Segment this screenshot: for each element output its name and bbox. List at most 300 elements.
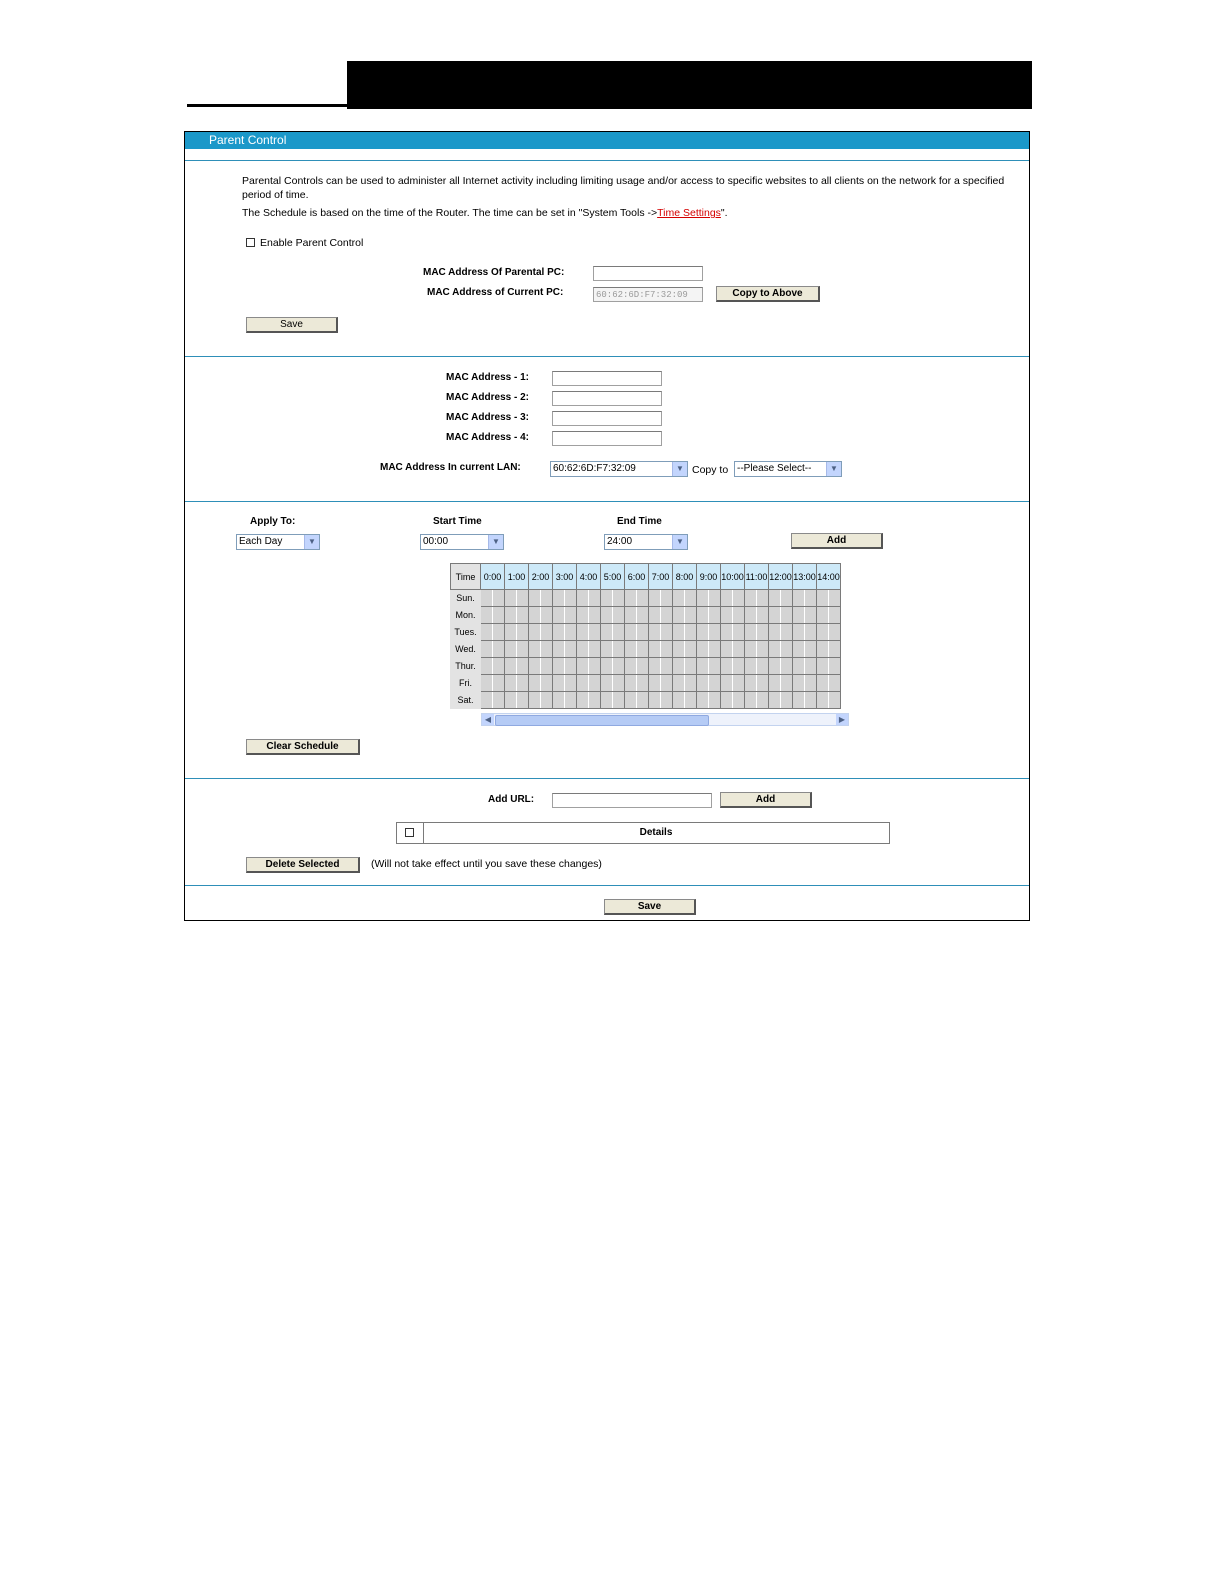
schedule-half-hour-slot[interactable]: [565, 675, 576, 691]
schedule-half-hour-slot[interactable]: [577, 658, 589, 674]
schedule-hour-cell[interactable]: [673, 590, 697, 607]
schedule-hour-cell[interactable]: [769, 624, 793, 641]
schedule-hour-cell[interactable]: [793, 641, 817, 658]
schedule-half-hour-slot[interactable]: [709, 641, 720, 657]
schedule-hour-cell[interactable]: [745, 692, 769, 709]
schedule-half-hour-slot[interactable]: [757, 675, 768, 691]
schedule-half-hour-slot[interactable]: [529, 641, 541, 657]
schedule-half-hour-slot[interactable]: [697, 641, 709, 657]
schedule-half-hour-slot[interactable]: [733, 641, 744, 657]
schedule-hour-cell[interactable]: [601, 624, 625, 641]
schedule-hour-cell[interactable]: [697, 692, 721, 709]
schedule-half-hour-slot[interactable]: [553, 607, 565, 623]
schedule-hour-cell[interactable]: [481, 624, 505, 641]
schedule-half-hour-slot[interactable]: [553, 692, 565, 708]
schedule-half-hour-slot[interactable]: [817, 641, 829, 657]
schedule-hour-cell[interactable]: [793, 624, 817, 641]
schedule-hour-cell[interactable]: [673, 675, 697, 692]
schedule-hour-cell[interactable]: [625, 607, 649, 624]
schedule-half-hour-slot[interactable]: [553, 624, 565, 640]
schedule-half-hour-slot[interactable]: [817, 692, 829, 708]
select-all-checkbox[interactable]: [405, 828, 414, 837]
schedule-half-hour-slot[interactable]: [493, 590, 504, 606]
schedule-hour-cell[interactable]: [529, 658, 553, 675]
schedule-half-hour-slot[interactable]: [685, 590, 696, 606]
schedule-half-hour-slot[interactable]: [661, 641, 672, 657]
schedule-half-hour-slot[interactable]: [649, 675, 661, 691]
schedule-half-hour-slot[interactable]: [829, 658, 840, 674]
schedule-half-hour-slot[interactable]: [685, 675, 696, 691]
schedule-half-hour-slot[interactable]: [745, 641, 757, 657]
schedule-half-hour-slot[interactable]: [661, 675, 672, 691]
schedule-half-hour-slot[interactable]: [613, 624, 624, 640]
schedule-half-hour-slot[interactable]: [481, 675, 493, 691]
schedule-half-hour-slot[interactable]: [769, 641, 781, 657]
schedule-half-hour-slot[interactable]: [709, 607, 720, 623]
schedule-hour-cell[interactable]: [649, 590, 673, 607]
schedule-half-hour-slot[interactable]: [481, 624, 493, 640]
schedule-half-hour-slot[interactable]: [685, 607, 696, 623]
schedule-half-hour-slot[interactable]: [589, 658, 600, 674]
schedule-half-hour-slot[interactable]: [625, 607, 637, 623]
schedule-hour-cell[interactable]: [625, 658, 649, 675]
schedule-half-hour-slot[interactable]: [781, 692, 792, 708]
schedule-half-hour-slot[interactable]: [649, 607, 661, 623]
schedule-hour-cell[interactable]: [817, 607, 841, 624]
schedule-half-hour-slot[interactable]: [745, 675, 757, 691]
schedule-half-hour-slot[interactable]: [781, 658, 792, 674]
schedule-hour-cell[interactable]: [577, 658, 601, 675]
schedule-hour-cell[interactable]: [505, 675, 529, 692]
schedule-half-hour-slot[interactable]: [673, 624, 685, 640]
schedule-half-hour-slot[interactable]: [805, 658, 816, 674]
schedule-half-hour-slot[interactable]: [697, 590, 709, 606]
add-url-input[interactable]: [552, 793, 712, 808]
schedule-half-hour-slot[interactable]: [673, 675, 685, 691]
schedule-hour-cell[interactable]: [649, 675, 673, 692]
save-button-bottom[interactable]: Save: [604, 899, 696, 915]
schedule-half-hour-slot[interactable]: [577, 641, 589, 657]
schedule-half-hour-slot[interactable]: [649, 641, 661, 657]
schedule-hour-cell[interactable]: [601, 590, 625, 607]
schedule-half-hour-slot[interactable]: [733, 590, 744, 606]
schedule-half-hour-slot[interactable]: [505, 624, 517, 640]
schedule-hour-cell[interactable]: [529, 692, 553, 709]
schedule-half-hour-slot[interactable]: [517, 624, 528, 640]
schedule-half-hour-slot[interactable]: [577, 607, 589, 623]
schedule-hour-cell[interactable]: [529, 624, 553, 641]
schedule-half-hour-slot[interactable]: [601, 675, 613, 691]
schedule-hour-cell[interactable]: [505, 641, 529, 658]
schedule-half-hour-slot[interactable]: [553, 641, 565, 657]
schedule-hour-cell[interactable]: [673, 641, 697, 658]
schedule-half-hour-slot[interactable]: [505, 658, 517, 674]
schedule-half-hour-slot[interactable]: [793, 590, 805, 606]
schedule-half-hour-slot[interactable]: [805, 624, 816, 640]
schedule-half-hour-slot[interactable]: [709, 624, 720, 640]
schedule-half-hour-slot[interactable]: [637, 658, 648, 674]
mac-address-3-input[interactable]: [552, 411, 662, 426]
schedule-half-hour-slot[interactable]: [637, 675, 648, 691]
schedule-half-hour-slot[interactable]: [673, 607, 685, 623]
schedule-hour-cell[interactable]: [673, 658, 697, 675]
schedule-half-hour-slot[interactable]: [589, 641, 600, 657]
schedule-half-hour-slot[interactable]: [637, 590, 648, 606]
schedule-half-hour-slot[interactable]: [553, 590, 565, 606]
schedule-hour-cell[interactable]: [697, 607, 721, 624]
schedule-half-hour-slot[interactable]: [493, 658, 504, 674]
schedule-half-hour-slot[interactable]: [733, 607, 744, 623]
schedule-hour-cell[interactable]: [649, 692, 673, 709]
delete-selected-button[interactable]: Delete Selected: [246, 857, 360, 873]
schedule-hour-cell[interactable]: [577, 607, 601, 624]
schedule-half-hour-slot[interactable]: [481, 607, 493, 623]
schedule-half-hour-slot[interactable]: [661, 658, 672, 674]
schedule-half-hour-slot[interactable]: [553, 658, 565, 674]
schedule-half-hour-slot[interactable]: [637, 641, 648, 657]
add-url-button[interactable]: Add: [720, 792, 812, 808]
schedule-half-hour-slot[interactable]: [673, 692, 685, 708]
schedule-half-hour-slot[interactable]: [601, 624, 613, 640]
schedule-hour-cell[interactable]: [649, 624, 673, 641]
schedule-hour-cell[interactable]: [721, 590, 745, 607]
enable-parent-control-checkbox[interactable]: [246, 238, 255, 247]
schedule-hour-cell[interactable]: [481, 607, 505, 624]
schedule-hour-cell[interactable]: [481, 641, 505, 658]
schedule-half-hour-slot[interactable]: [637, 624, 648, 640]
schedule-hour-cell[interactable]: [601, 607, 625, 624]
schedule-half-hour-slot[interactable]: [769, 590, 781, 606]
schedule-half-hour-slot[interactable]: [577, 590, 589, 606]
schedule-half-hour-slot[interactable]: [685, 658, 696, 674]
end-time-select[interactable]: [604, 534, 688, 550]
schedule-hour-cell[interactable]: [601, 641, 625, 658]
schedule-half-hour-slot[interactable]: [577, 692, 589, 708]
schedule-hour-cell[interactable]: [793, 590, 817, 607]
schedule-half-hour-slot[interactable]: [613, 641, 624, 657]
schedule-half-hour-slot[interactable]: [769, 658, 781, 674]
schedule-half-hour-slot[interactable]: [697, 607, 709, 623]
schedule-half-hour-slot[interactable]: [565, 692, 576, 708]
schedule-hour-cell[interactable]: [529, 641, 553, 658]
schedule-hour-cell[interactable]: [673, 692, 697, 709]
schedule-half-hour-slot[interactable]: [601, 641, 613, 657]
schedule-half-hour-slot[interactable]: [829, 590, 840, 606]
schedule-hour-cell[interactable]: [721, 692, 745, 709]
schedule-hour-cell[interactable]: [721, 641, 745, 658]
schedule-half-hour-slot[interactable]: [505, 641, 517, 657]
schedule-half-hour-slot[interactable]: [565, 624, 576, 640]
schedule-hour-cell[interactable]: [745, 624, 769, 641]
schedule-hour-cell[interactable]: [505, 692, 529, 709]
schedule-half-hour-slot[interactable]: [817, 624, 829, 640]
schedule-half-hour-slot[interactable]: [769, 692, 781, 708]
schedule-half-hour-slot[interactable]: [757, 624, 768, 640]
schedule-hour-cell[interactable]: [769, 692, 793, 709]
schedule-hour-cell[interactable]: [745, 590, 769, 607]
apply-to-select[interactable]: [236, 534, 320, 550]
schedule-half-hour-slot[interactable]: [829, 624, 840, 640]
mac-address-2-input[interactable]: [552, 391, 662, 406]
schedule-half-hour-slot[interactable]: [565, 590, 576, 606]
schedule-hour-cell[interactable]: [817, 658, 841, 675]
schedule-half-hour-slot[interactable]: [613, 658, 624, 674]
schedule-hour-cell[interactable]: [481, 590, 505, 607]
schedule-half-hour-slot[interactable]: [805, 590, 816, 606]
schedule-half-hour-slot[interactable]: [613, 692, 624, 708]
schedule-half-hour-slot[interactable]: [721, 658, 733, 674]
schedule-half-hour-slot[interactable]: [745, 658, 757, 674]
schedule-hour-cell[interactable]: [817, 641, 841, 658]
schedule-hour-cell[interactable]: [673, 607, 697, 624]
schedule-half-hour-slot[interactable]: [649, 590, 661, 606]
schedule-hour-cell[interactable]: [505, 658, 529, 675]
schedule-half-hour-slot[interactable]: [733, 675, 744, 691]
schedule-half-hour-slot[interactable]: [493, 675, 504, 691]
schedule-half-hour-slot[interactable]: [505, 590, 517, 606]
schedule-half-hour-slot[interactable]: [757, 641, 768, 657]
schedule-hour-cell[interactable]: [697, 658, 721, 675]
save-button-top[interactable]: Save: [246, 317, 338, 333]
schedule-hour-cell[interactable]: [817, 675, 841, 692]
schedule-half-hour-slot[interactable]: [793, 658, 805, 674]
schedule-half-hour-slot[interactable]: [757, 590, 768, 606]
schedule-half-hour-slot[interactable]: [793, 692, 805, 708]
schedule-half-hour-slot[interactable]: [529, 624, 541, 640]
schedule-half-hour-slot[interactable]: [493, 641, 504, 657]
schedule-half-hour-slot[interactable]: [601, 692, 613, 708]
schedule-half-hour-slot[interactable]: [721, 675, 733, 691]
schedule-half-hour-slot[interactable]: [709, 658, 720, 674]
schedule-hour-cell[interactable]: [553, 607, 577, 624]
schedule-half-hour-slot[interactable]: [529, 675, 541, 691]
schedule-half-hour-slot[interactable]: [757, 607, 768, 623]
schedule-hour-cell[interactable]: [529, 675, 553, 692]
schedule-half-hour-slot[interactable]: [529, 692, 541, 708]
schedule-half-hour-slot[interactable]: [625, 590, 637, 606]
schedule-half-hour-slot[interactable]: [493, 692, 504, 708]
schedule-half-hour-slot[interactable]: [805, 607, 816, 623]
schedule-half-hour-slot[interactable]: [745, 590, 757, 606]
schedule-hour-cell[interactable]: [721, 607, 745, 624]
schedule-half-hour-slot[interactable]: [601, 658, 613, 674]
schedule-half-hour-slot[interactable]: [601, 590, 613, 606]
schedule-hour-cell[interactable]: [793, 607, 817, 624]
schedule-half-hour-slot[interactable]: [613, 675, 624, 691]
schedule-hour-cell[interactable]: [625, 675, 649, 692]
schedule-half-hour-slot[interactable]: [505, 692, 517, 708]
schedule-half-hour-slot[interactable]: [817, 675, 829, 691]
schedule-hour-cell[interactable]: [649, 641, 673, 658]
schedule-hour-cell[interactable]: [769, 607, 793, 624]
schedule-hour-cell[interactable]: [697, 641, 721, 658]
schedule-half-hour-slot[interactable]: [505, 675, 517, 691]
schedule-hour-cell[interactable]: [721, 658, 745, 675]
schedule-half-hour-slot[interactable]: [817, 658, 829, 674]
scroll-left-icon[interactable]: ◀: [482, 714, 494, 725]
schedule-hour-cell[interactable]: [769, 658, 793, 675]
schedule-hour-cell[interactable]: [553, 658, 577, 675]
schedule-half-hour-slot[interactable]: [793, 624, 805, 640]
schedule-hour-cell[interactable]: [793, 692, 817, 709]
schedule-hour-cell[interactable]: [481, 658, 505, 675]
schedule-half-hour-slot[interactable]: [769, 675, 781, 691]
schedule-half-hour-slot[interactable]: [613, 607, 624, 623]
schedule-half-hour-slot[interactable]: [745, 624, 757, 640]
schedule-half-hour-slot[interactable]: [709, 692, 720, 708]
schedule-hour-cell[interactable]: [721, 675, 745, 692]
schedule-half-hour-slot[interactable]: [649, 624, 661, 640]
schedule-hour-cell[interactable]: [553, 675, 577, 692]
schedule-half-hour-slot[interactable]: [781, 641, 792, 657]
schedule-half-hour-slot[interactable]: [517, 590, 528, 606]
schedule-half-hour-slot[interactable]: [745, 692, 757, 708]
schedule-half-hour-slot[interactable]: [721, 590, 733, 606]
schedule-hour-cell[interactable]: [649, 658, 673, 675]
schedule-hour-cell[interactable]: [553, 590, 577, 607]
schedule-hour-cell[interactable]: [817, 624, 841, 641]
start-time-select[interactable]: [420, 534, 504, 550]
schedule-half-hour-slot[interactable]: [529, 658, 541, 674]
schedule-half-hour-slot[interactable]: [541, 607, 552, 623]
schedule-half-hour-slot[interactable]: [577, 675, 589, 691]
schedule-hour-cell[interactable]: [769, 641, 793, 658]
current-pc-mac-input[interactable]: [593, 287, 703, 302]
schedule-hour-cell[interactable]: [793, 675, 817, 692]
schedule-hour-cell[interactable]: [529, 607, 553, 624]
schedule-half-hour-slot[interactable]: [565, 641, 576, 657]
schedule-half-hour-slot[interactable]: [793, 675, 805, 691]
schedule-hour-cell[interactable]: [505, 590, 529, 607]
schedule-half-hour-slot[interactable]: [625, 675, 637, 691]
schedule-half-hour-slot[interactable]: [697, 658, 709, 674]
schedule-half-hour-slot[interactable]: [565, 658, 576, 674]
schedule-half-hour-slot[interactable]: [781, 624, 792, 640]
schedule-hour-cell[interactable]: [745, 675, 769, 692]
schedule-half-hour-slot[interactable]: [709, 675, 720, 691]
schedule-half-hour-slot[interactable]: [541, 692, 552, 708]
schedule-hour-cell[interactable]: [625, 692, 649, 709]
schedule-half-hour-slot[interactable]: [661, 590, 672, 606]
schedule-half-hour-slot[interactable]: [649, 692, 661, 708]
schedule-half-hour-slot[interactable]: [649, 658, 661, 674]
copy-to-above-button[interactable]: Copy to Above: [716, 286, 820, 302]
clear-schedule-button[interactable]: Clear Schedule: [246, 739, 360, 755]
schedule-hour-cell[interactable]: [817, 590, 841, 607]
schedule-half-hour-slot[interactable]: [781, 607, 792, 623]
schedule-half-hour-slot[interactable]: [721, 607, 733, 623]
schedule-hour-cell[interactable]: [577, 641, 601, 658]
schedule-half-hour-slot[interactable]: [481, 692, 493, 708]
schedule-hour-cell[interactable]: [649, 607, 673, 624]
schedule-half-hour-slot[interactable]: [565, 607, 576, 623]
schedule-half-hour-slot[interactable]: [541, 675, 552, 691]
schedule-half-hour-slot[interactable]: [697, 624, 709, 640]
schedule-half-hour-slot[interactable]: [709, 590, 720, 606]
schedule-half-hour-slot[interactable]: [793, 607, 805, 623]
schedule-half-hour-slot[interactable]: [481, 658, 493, 674]
schedule-half-hour-slot[interactable]: [805, 692, 816, 708]
schedule-half-hour-slot[interactable]: [505, 607, 517, 623]
schedule-half-hour-slot[interactable]: [481, 641, 493, 657]
schedule-half-hour-slot[interactable]: [481, 590, 493, 606]
schedule-half-hour-slot[interactable]: [805, 675, 816, 691]
schedule-half-hour-slot[interactable]: [637, 607, 648, 623]
schedule-hour-cell[interactable]: [577, 675, 601, 692]
schedule-half-hour-slot[interactable]: [733, 692, 744, 708]
schedule-half-hour-slot[interactable]: [673, 641, 685, 657]
schedule-half-hour-slot[interactable]: [517, 675, 528, 691]
schedule-half-hour-slot[interactable]: [829, 675, 840, 691]
schedule-hour-cell[interactable]: [625, 590, 649, 607]
schedule-half-hour-slot[interactable]: [805, 641, 816, 657]
schedule-hour-cell[interactable]: [721, 624, 745, 641]
schedule-hour-cell[interactable]: [553, 641, 577, 658]
schedule-half-hour-slot[interactable]: [589, 607, 600, 623]
schedule-half-hour-slot[interactable]: [829, 692, 840, 708]
schedule-half-hour-slot[interactable]: [793, 641, 805, 657]
schedule-hour-cell[interactable]: [505, 624, 529, 641]
schedule-half-hour-slot[interactable]: [529, 590, 541, 606]
schedule-half-hour-slot[interactable]: [517, 641, 528, 657]
schedule-hour-cell[interactable]: [577, 624, 601, 641]
schedule-half-hour-slot[interactable]: [625, 658, 637, 674]
schedule-half-hour-slot[interactable]: [601, 607, 613, 623]
schedule-hour-cell[interactable]: [697, 675, 721, 692]
schedule-half-hour-slot[interactable]: [541, 641, 552, 657]
schedule-hour-cell[interactable]: [553, 624, 577, 641]
schedule-hour-cell[interactable]: [769, 675, 793, 692]
parental-pc-mac-input[interactable]: [593, 266, 703, 281]
schedule-half-hour-slot[interactable]: [829, 641, 840, 657]
schedule-half-hour-slot[interactable]: [781, 590, 792, 606]
mac-address-4-input[interactable]: [552, 431, 662, 446]
schedule-hour-cell[interactable]: [601, 692, 625, 709]
schedule-half-hour-slot[interactable]: [517, 658, 528, 674]
schedule-half-hour-slot[interactable]: [493, 607, 504, 623]
schedule-half-hour-slot[interactable]: [769, 607, 781, 623]
schedule-half-hour-slot[interactable]: [577, 624, 589, 640]
mac-address-1-input[interactable]: [552, 371, 662, 386]
schedule-hour-cell[interactable]: [817, 692, 841, 709]
schedule-hour-cell[interactable]: [577, 692, 601, 709]
schedule-hour-cell[interactable]: [625, 641, 649, 658]
schedule-hour-cell[interactable]: [793, 658, 817, 675]
schedule-half-hour-slot[interactable]: [625, 624, 637, 640]
schedule-half-hour-slot[interactable]: [661, 624, 672, 640]
schedule-half-hour-slot[interactable]: [589, 692, 600, 708]
schedule-half-hour-slot[interactable]: [721, 641, 733, 657]
schedule-hour-cell[interactable]: [553, 692, 577, 709]
schedule-half-hour-slot[interactable]: [721, 624, 733, 640]
scrollbar-thumb[interactable]: [495, 715, 709, 726]
schedule-half-hour-slot[interactable]: [517, 692, 528, 708]
schedule-half-hour-slot[interactable]: [613, 590, 624, 606]
schedule-half-hour-slot[interactable]: [661, 607, 672, 623]
time-settings-link[interactable]: Time Settings: [657, 207, 721, 219]
schedule-hour-cell[interactable]: [745, 641, 769, 658]
add-schedule-button[interactable]: Add: [791, 533, 883, 549]
schedule-half-hour-slot[interactable]: [733, 624, 744, 640]
schedule-half-hour-slot[interactable]: [661, 692, 672, 708]
schedule-hour-cell[interactable]: [601, 658, 625, 675]
schedule-half-hour-slot[interactable]: [697, 675, 709, 691]
copy-to-select[interactable]: [734, 461, 842, 477]
schedule-half-hour-slot[interactable]: [757, 692, 768, 708]
schedule-hour-cell[interactable]: [673, 624, 697, 641]
schedule-half-hour-slot[interactable]: [781, 675, 792, 691]
schedule-half-hour-slot[interactable]: [541, 658, 552, 674]
